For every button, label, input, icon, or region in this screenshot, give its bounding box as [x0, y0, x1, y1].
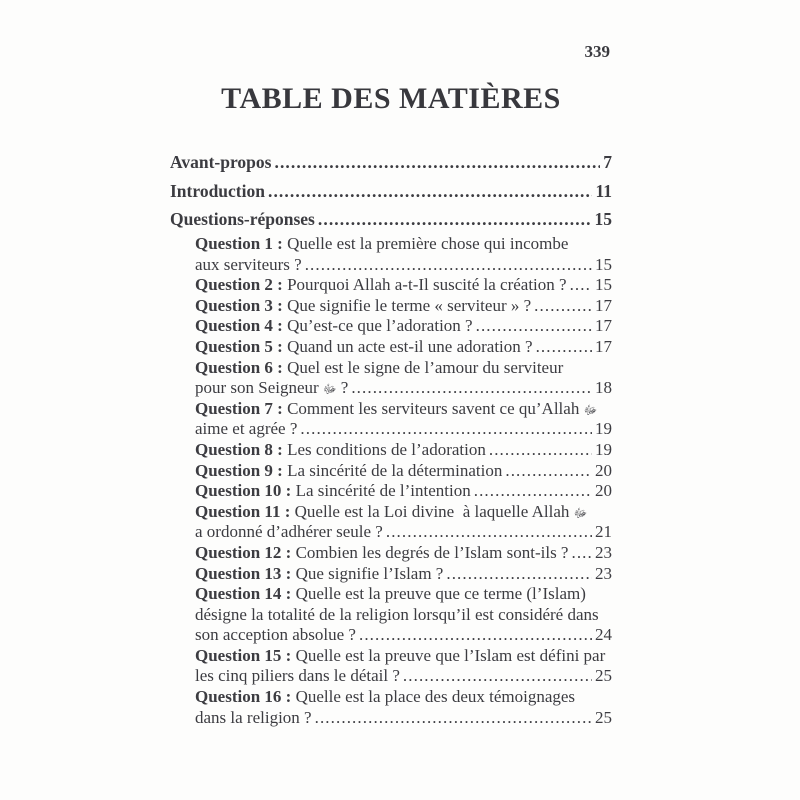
dot-leader: [318, 209, 592, 230]
toc-entry: [195, 461, 612, 482]
toc-entry: [170, 181, 612, 202]
toc-page-number: 17: [595, 336, 612, 356]
toc-list: [170, 152, 612, 728]
toc-entry-label: Question 13 :: [195, 563, 292, 583]
dot-leader: [268, 181, 592, 202]
dot-leader: [274, 152, 600, 173]
toc-entry-label: Question 9 :: [195, 460, 283, 480]
toc-page-number: 19: [595, 439, 612, 459]
toc-entry-text: Quelle est la première chose qui incombe: [287, 234, 569, 253]
toc-entry: [195, 234, 612, 275]
toc-entry-label: Question 8 :: [195, 439, 283, 459]
toc-entry-text: Quelle est la Loi divine à laquelle Allah ﷻ: [294, 501, 588, 521]
dot-leader: [403, 666, 592, 687]
page-number: 339: [584, 42, 610, 61]
toc-entry-label: Question 1 :: [195, 234, 283, 253]
toc-entry-text: Quelle est la preuve que l’Islam est défini par: [295, 645, 606, 665]
toc-entry: [195, 502, 612, 543]
toc-entry-text: Que signifie l’Islam ?: [295, 563, 444, 583]
toc-line: [195, 687, 612, 708]
toc-line: [195, 646, 612, 667]
toc-entry: [195, 440, 612, 461]
toc-line: [195, 358, 612, 379]
toc-line: [195, 543, 612, 564]
toc-line: [195, 625, 612, 646]
toc-page-number: 20: [595, 481, 612, 501]
dot-leader: [351, 378, 592, 399]
toc-entry-label: Question 15 :: [195, 645, 292, 665]
toc-entry-text: a ordonné d’adhérer seule ?: [195, 522, 383, 542]
page-content: [170, 0, 612, 800]
toc-entry: [195, 337, 612, 358]
page-title: TABLE DES MATIÈRES: [221, 82, 561, 115]
toc-entry-label: Question 6 :: [195, 357, 283, 377]
toc-entry-text: aime et agrée ?: [195, 419, 298, 439]
toc-page-number: 23: [595, 542, 612, 562]
toc-entry-text: Pourquoi Allah a-t-Il suscité la création ?: [287, 275, 567, 295]
dot-leader: [570, 275, 592, 296]
dot-leader: [386, 522, 592, 543]
toc-entry: [170, 152, 612, 173]
dot-leader: [359, 625, 592, 646]
toc-entry: [195, 646, 612, 687]
toc-entry-text: Quelle est la preuve que ce terme (l’Islam): [295, 584, 586, 604]
dot-leader: [571, 543, 592, 564]
toc-entry-text: pour son Seigneur ﷻ ?: [195, 378, 349, 398]
toc-page-number: 25: [595, 707, 612, 727]
dot-leader: [446, 564, 592, 585]
dot-leader: [534, 296, 592, 317]
toc-entry-label: Question 7 :: [195, 398, 283, 418]
allah-honorific-icon: ﷻ: [583, 402, 598, 417]
dot-leader: [489, 440, 592, 461]
toc-line: [195, 564, 612, 585]
toc-entry-text: Quand un acte est-il une adoration ?: [287, 336, 533, 356]
toc-entry-text: les cinq piliers dans le détail ?: [195, 666, 400, 686]
toc-entry: [195, 543, 612, 564]
toc-line: [195, 255, 612, 276]
toc-page-number: 7: [603, 152, 612, 172]
toc-line: [195, 481, 612, 502]
toc-line: [170, 209, 612, 230]
toc-line: [195, 234, 612, 255]
toc-entry-text: Qu’est-ce que l’adoration ?: [287, 316, 473, 336]
toc-page-number: 18: [595, 378, 612, 398]
toc-entry-text: Quel est le signe de l’amour du serviteur: [287, 357, 564, 377]
toc-line: [195, 399, 612, 420]
allah-honorific-icon: ﷻ: [573, 505, 588, 520]
toc-entry-label: Introduction: [170, 180, 265, 201]
toc-entry-text: Que signifie le terme « serviteur » ?: [287, 295, 532, 315]
toc-entry: [195, 564, 612, 585]
dot-leader: [536, 337, 592, 358]
toc-entry: [195, 584, 612, 646]
toc-page-number: 19: [595, 419, 612, 439]
toc-page-number: 15: [595, 275, 612, 295]
dot-leader: [305, 255, 592, 276]
toc-line: [195, 419, 612, 440]
toc-entry-text: son acception absolue ?: [195, 625, 356, 645]
toc-entry-label: Question 3 :: [195, 295, 283, 315]
toc-entry-text: dans la religion ?: [195, 707, 312, 727]
toc-line: [195, 522, 612, 543]
toc-entry-text: Les conditions de l’adoration: [287, 439, 486, 459]
toc-entry: [195, 399, 612, 440]
toc-page-number: 21: [595, 522, 612, 542]
toc-page-number: 20: [595, 460, 612, 480]
toc-entry: [195, 316, 612, 337]
toc-page-number: 23: [595, 563, 612, 583]
toc-entry-label: Question 12 :: [195, 542, 292, 562]
toc-line: [195, 584, 612, 605]
toc-entry: [195, 275, 612, 296]
toc-page-number: 17: [595, 316, 612, 336]
toc-entry: [195, 296, 612, 317]
toc-entry-text: Combien les degrés de l’Islam sont-ils ?: [295, 542, 569, 562]
toc-entry-label: Avant-propos: [170, 152, 272, 172]
toc-line: [195, 316, 612, 337]
toc-page-number: 11: [595, 180, 612, 201]
dot-leader: [315, 708, 592, 729]
dot-leader: [505, 461, 592, 482]
toc-entry-text: aux serviteurs ?: [195, 254, 302, 274]
toc-line: [195, 440, 612, 461]
toc-line: [195, 461, 612, 482]
toc-page-number: 15: [594, 209, 612, 229]
toc-entry-text: désigne la totalité de la religion lorsqu’il est considéré dans: [195, 604, 599, 624]
dot-leader: [476, 316, 592, 337]
toc-line: [195, 666, 612, 687]
toc-entry-label: Question 16 :: [195, 687, 292, 707]
toc-line: [170, 181, 612, 202]
toc-entry-text: La sincérité de la détermination: [287, 460, 503, 480]
dot-leader: [474, 481, 592, 502]
toc-page-number: 17: [595, 295, 612, 315]
allah-honorific-icon: ﷻ: [322, 382, 337, 397]
toc-entry: [195, 481, 612, 502]
toc-entry-label: Question 10 :: [195, 481, 292, 501]
toc-line: [195, 708, 612, 729]
toc-entry: [170, 209, 612, 230]
toc-entry-label: Question 2 :: [195, 275, 283, 295]
toc-entry-text: Quelle est la place des deux témoignages: [295, 687, 576, 707]
toc-line: [195, 275, 612, 296]
toc-entry-text: La sincérité de l’intention: [295, 481, 471, 501]
toc-entry: [195, 358, 612, 399]
toc-entry-label: Questions-réponses: [170, 209, 315, 229]
toc-line: [195, 605, 612, 626]
toc-line: [195, 378, 612, 399]
toc-entry-label: Question 4 :: [195, 316, 283, 336]
toc-page-number: 15: [595, 254, 612, 274]
toc-line: [195, 502, 612, 523]
dot-leader: [300, 419, 592, 440]
toc-line: [195, 296, 612, 317]
toc-line: [195, 337, 612, 358]
toc-entry-label: Question 14 :: [195, 584, 292, 604]
toc-entry-label: Question 5 :: [195, 336, 283, 356]
toc-page-number: 25: [595, 666, 612, 686]
toc-entry-label: Question 11 :: [195, 501, 291, 521]
toc-page-number: 24: [595, 625, 612, 645]
toc-entry-text: Comment les serviteurs savent ce qu’Allah ﷻ: [287, 398, 598, 418]
toc-line: [170, 152, 612, 173]
toc-entry: [195, 687, 612, 728]
